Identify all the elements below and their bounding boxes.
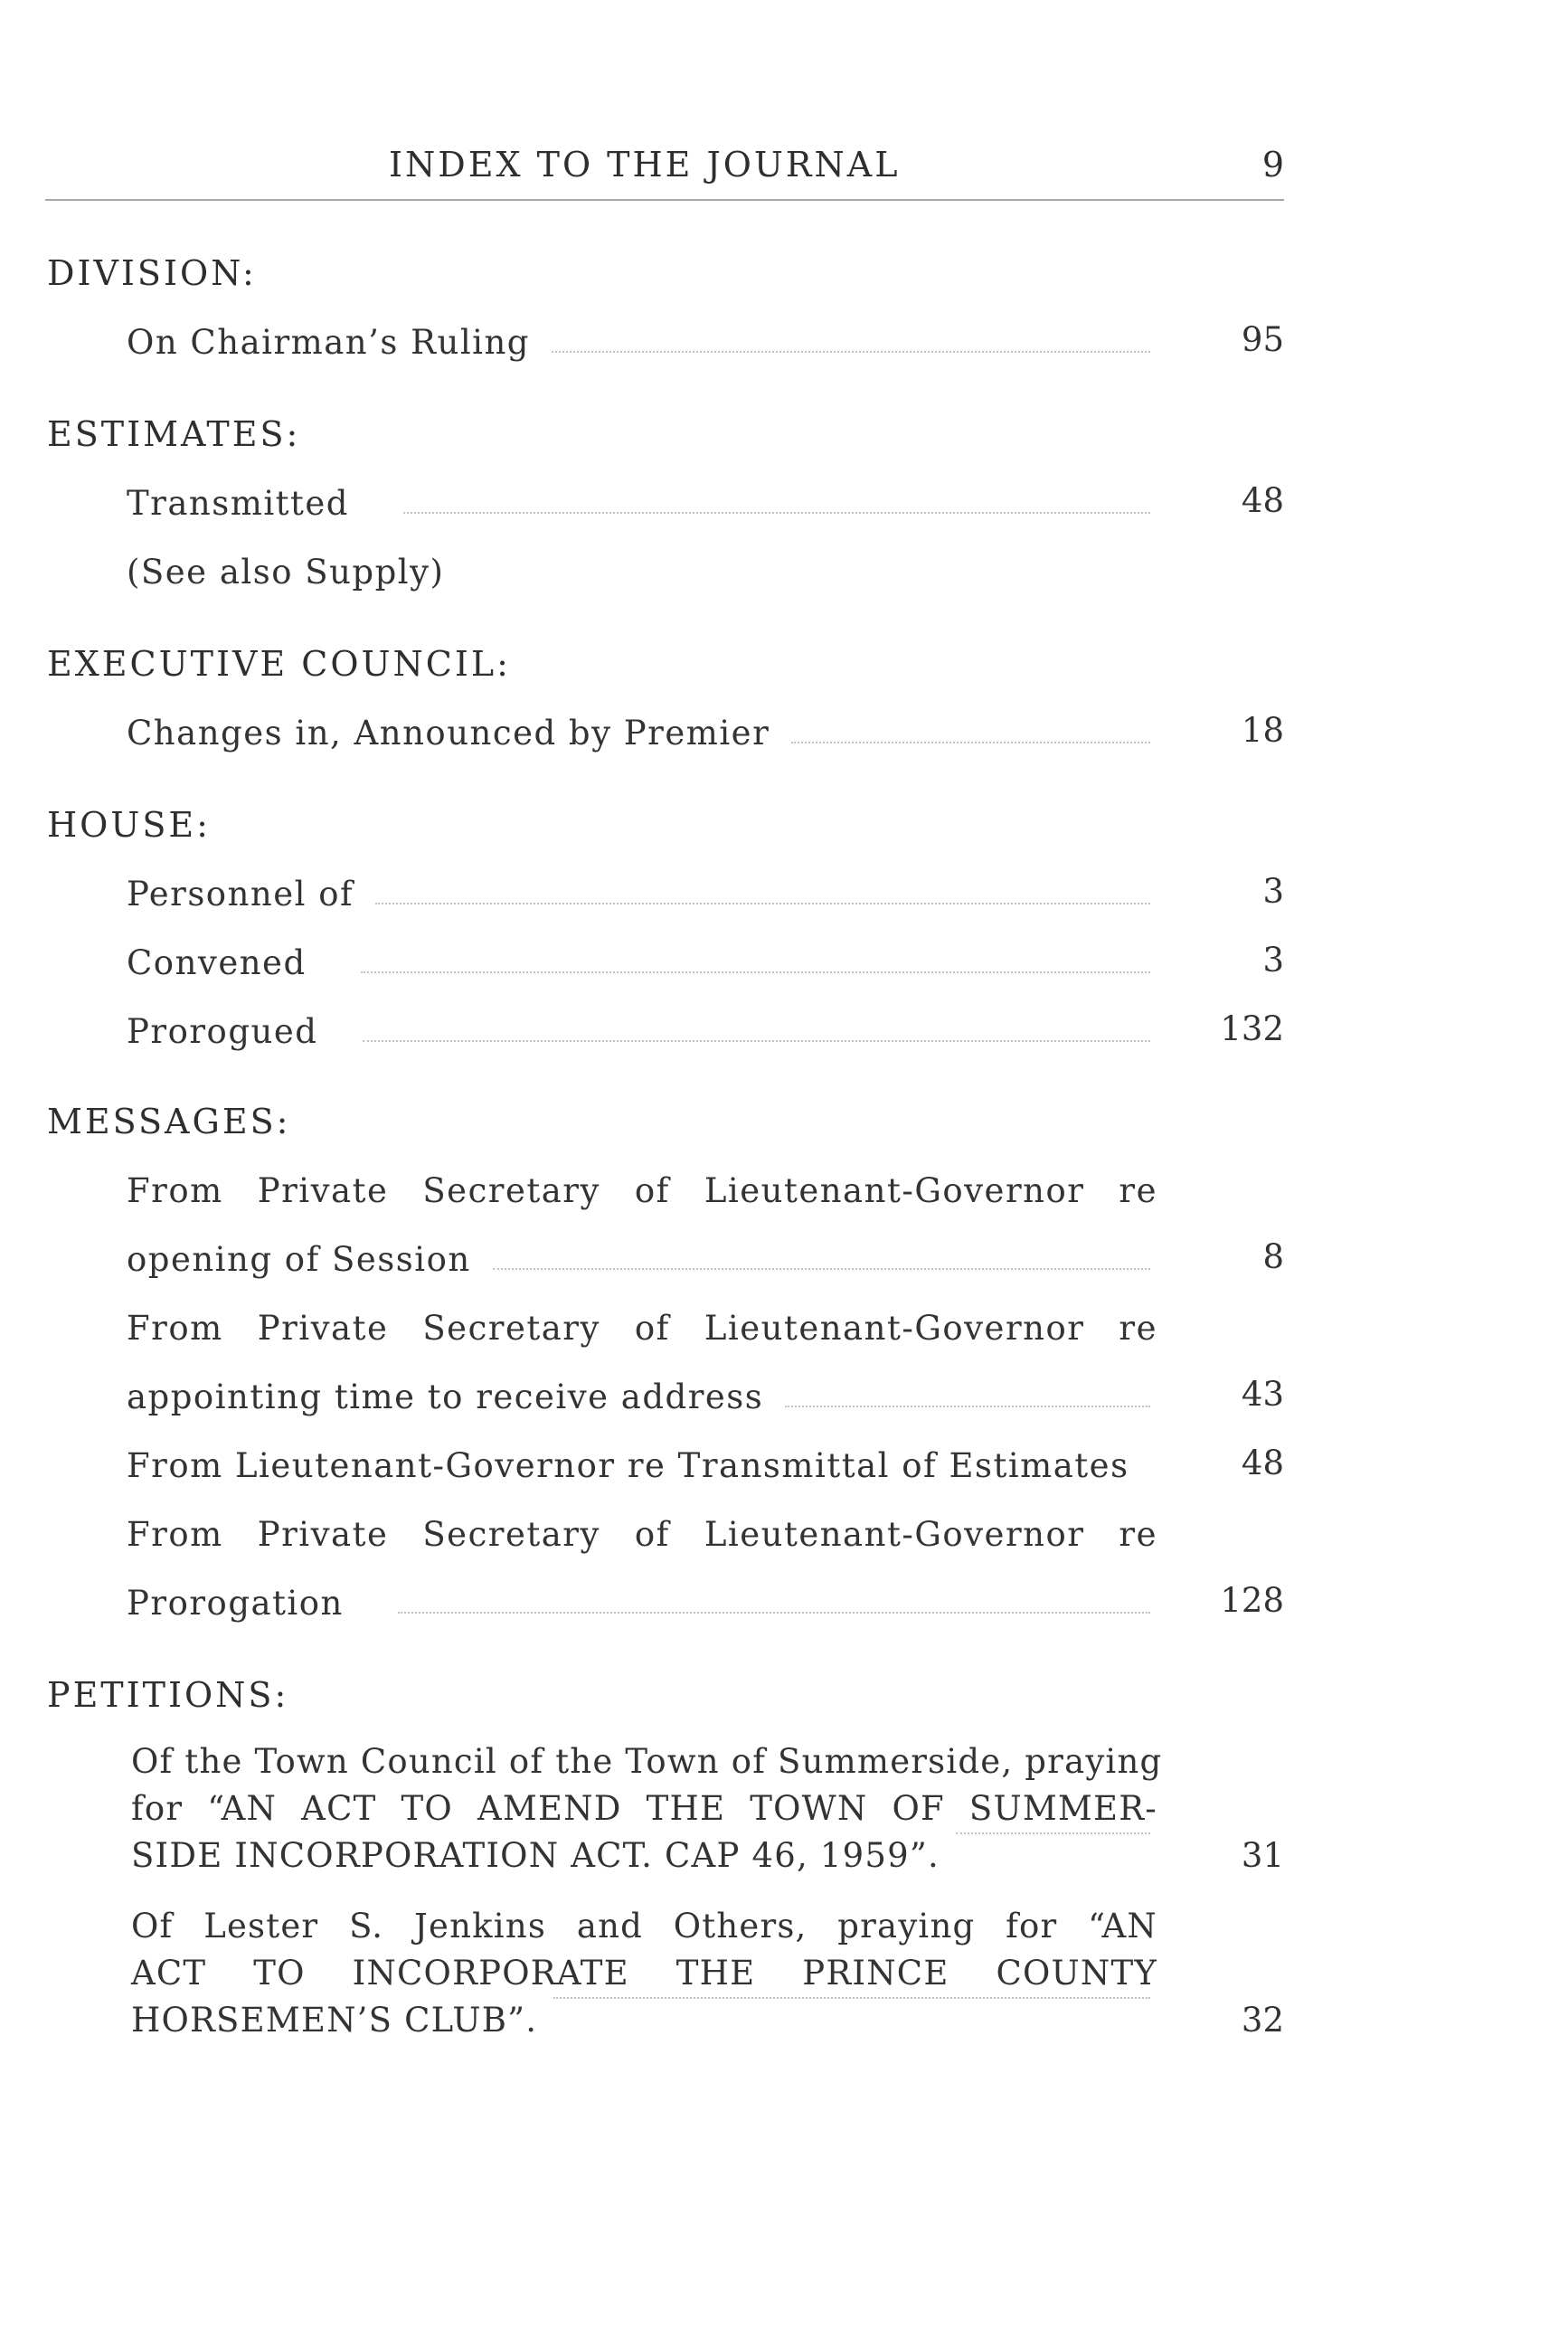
dot-leader <box>552 351 1150 353</box>
index-entry <box>127 479 1157 523</box>
entry-text: (See also Supply) <box>127 553 445 592</box>
entry-text: Changes in, Announced by Premier <box>127 714 770 753</box>
dot-leader <box>375 903 1150 904</box>
entry-page-number: 31 <box>1241 1836 1284 1875</box>
dot-leader <box>363 1040 1150 1042</box>
entry-text: From Private Secretary of Lieutenant-Governor re <box>127 1171 1157 1210</box>
section-heading-house: HOUSE: <box>47 805 211 845</box>
header-rule <box>45 199 1284 201</box>
entry-text: ACT TO INCORPORATE THE PRINCE COUNTY <box>131 1954 1157 1993</box>
index-entry-line <box>127 1304 1157 1348</box>
index-entry <box>127 318 1157 362</box>
entry-text: Personnel of <box>127 875 354 914</box>
dot-leader <box>791 742 1150 743</box>
entry-text: HORSEMEN’S CLUB”. <box>131 2001 538 2040</box>
entry-text: Of Lester S. Jenkins and Others, praying for “AN <box>131 1907 1157 1946</box>
index-entry <box>127 870 1157 914</box>
index-entry-cross-reference <box>127 548 1157 592</box>
index-entry <box>127 709 1157 753</box>
entry-text: Transmitted <box>127 484 349 523</box>
running-head <box>45 145 1284 199</box>
index-entry-line <box>127 1236 1157 1279</box>
entry-text: Convened <box>127 943 307 982</box>
index-entry-line <box>127 1442 1157 1485</box>
index-entry-line <box>127 1510 1157 1554</box>
section-heading-division: DIVISION: <box>47 253 257 293</box>
entry-text: Prorogation <box>127 1584 344 1623</box>
entry-page-number: 95 <box>1241 320 1284 359</box>
entry-text: opening of Session <box>127 1240 471 1279</box>
entry-text-last-line <box>131 1832 1157 1879</box>
entry-page-number: 18 <box>1241 711 1284 750</box>
index-entry-line <box>127 1373 1157 1416</box>
dot-leader <box>956 1832 1150 1834</box>
dot-leader <box>493 1268 1150 1270</box>
entry-page-number: 132 <box>1220 1009 1284 1048</box>
entry-text: Of the Town Council of the Town of Summerside, praying <box>131 1742 1163 1781</box>
entry-text-last-line <box>131 1997 1157 2044</box>
entry-text: Prorogued <box>127 1012 318 1051</box>
petition-entry <box>131 1738 1163 1879</box>
entry-page-number: 128 <box>1220 1581 1284 1620</box>
dot-leader <box>785 1406 1150 1407</box>
section-heading-petitions: PETITIONS: <box>47 1675 289 1715</box>
index-entry <box>127 939 1157 982</box>
section-heading-messages: MESSAGES: <box>47 1102 291 1141</box>
entry-page-number: 48 <box>1241 1444 1284 1482</box>
running-title: INDEX TO THE JOURNAL <box>389 145 901 185</box>
entry-page-number: 3 <box>1262 941 1284 980</box>
petition-entry <box>131 1903 1157 2044</box>
entry-text: On Chairman’s Ruling <box>127 323 530 362</box>
entry-page-number: 8 <box>1262 1237 1284 1276</box>
entry-text: appointing time to receive address <box>127 1378 764 1416</box>
entry-text: From Private Secretary of Lieutenant-Governor re <box>127 1515 1157 1554</box>
entry-text: for “AN ACT TO AMEND THE TOWN OF SUMMER- <box>131 1789 1157 1828</box>
entry-text: SIDE INCORPORATION ACT. CAP 46, 1959”. <box>131 1836 940 1875</box>
entry-page-number: 48 <box>1241 481 1284 520</box>
index-entry <box>127 1008 1157 1051</box>
dot-leader <box>398 1612 1150 1614</box>
page-number: 9 <box>1261 145 1284 185</box>
dot-leader <box>403 512 1150 514</box>
entry-page-number: 32 <box>1241 2001 1284 2040</box>
dot-leader <box>361 971 1150 973</box>
entry-page-number: 3 <box>1262 872 1284 911</box>
index-entry-line <box>127 1579 1157 1623</box>
dot-leader <box>553 1997 1150 1999</box>
entry-page-number: 43 <box>1241 1375 1284 1414</box>
section-heading-estimates: ESTIMATES: <box>47 414 301 454</box>
entry-text: From Private Secretary of Lieutenant-Governor re <box>127 1309 1157 1348</box>
entry-text: From Lieutenant-Governor re Transmittal of Estimates <box>127 1446 1129 1485</box>
section-heading-executive-council: EXECUTIVE COUNCIL: <box>47 644 511 684</box>
index-entry-line <box>127 1167 1157 1210</box>
